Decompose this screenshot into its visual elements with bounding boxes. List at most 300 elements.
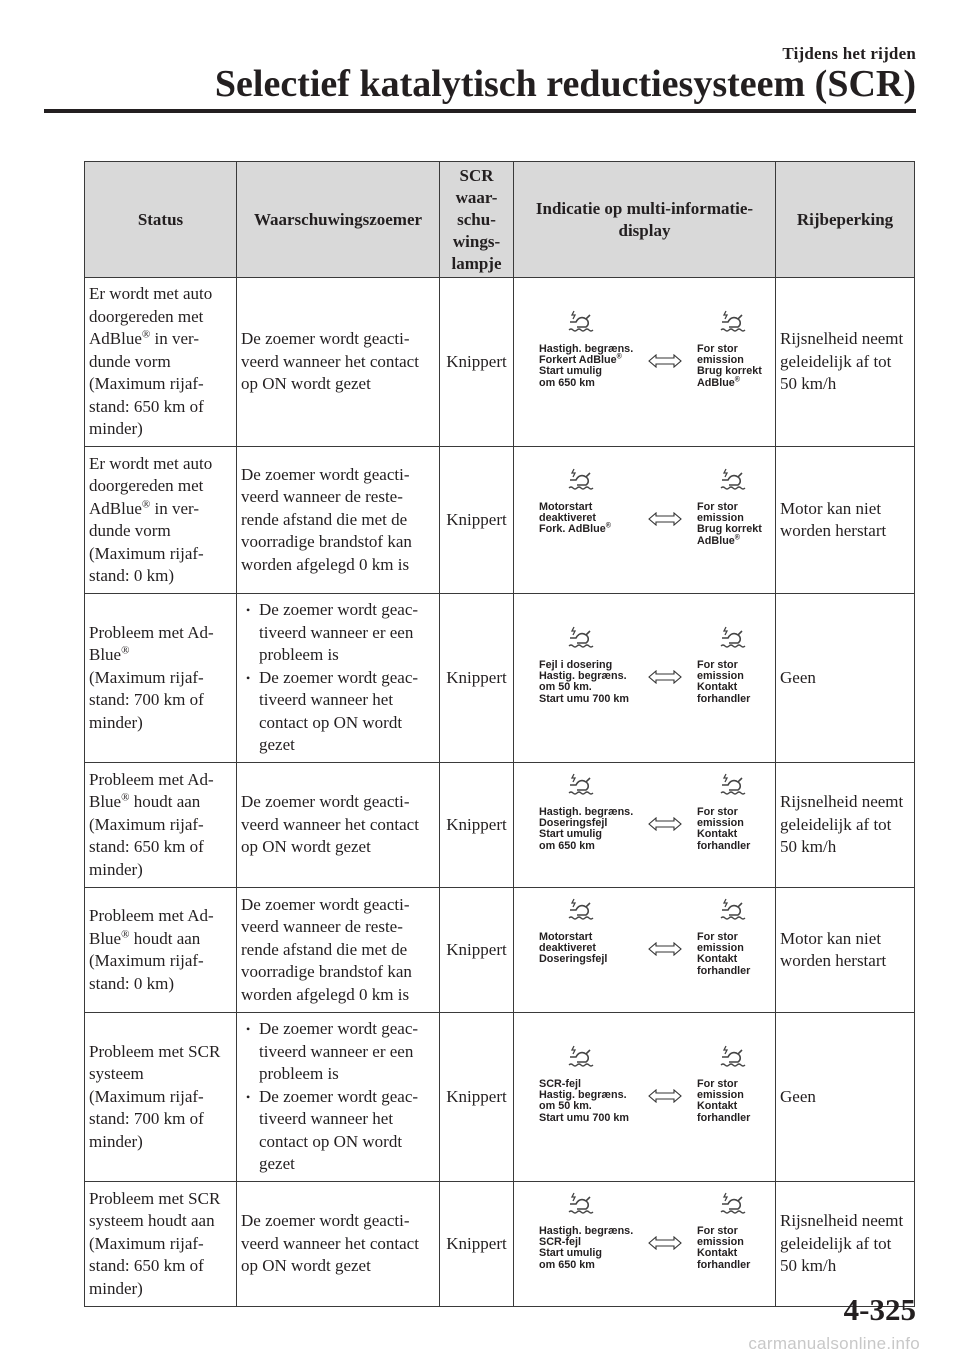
text-line: gezet	[259, 1154, 295, 1174]
status-cell	[85, 763, 237, 888]
display-illustration	[518, 1186, 771, 1302]
text-line	[89, 283, 232, 306]
display-line	[697, 694, 805, 705]
scr-warning-icon	[719, 1190, 749, 1216]
display-text	[539, 1226, 647, 1271]
double-arrow-icon	[648, 670, 682, 684]
list-item	[241, 599, 435, 667]
lamp-cell	[440, 763, 514, 888]
column-header-restriction: Rijbeperking	[776, 162, 915, 278]
buzzer-cell	[237, 1013, 440, 1182]
display-line-text: Kontakt	[697, 1100, 738, 1113]
display-message-left	[535, 624, 645, 732]
text-line	[89, 644, 232, 667]
text-line: rende afstand die met de	[241, 939, 408, 959]
display-cell	[514, 278, 776, 447]
scr-warning-icon	[719, 1043, 749, 1069]
text-span: (Maximum rijaf-	[89, 667, 204, 687]
text-line	[89, 814, 232, 837]
text-span: Er wordt met auto	[89, 284, 213, 304]
double-arrow-icon	[648, 354, 682, 368]
display-line-text: AdBlue	[697, 534, 735, 547]
display-line-text: Hastigh. begræns.	[539, 1225, 634, 1237]
text-span: Probleem met SCR	[89, 1188, 221, 1208]
registered-mark: ®	[141, 328, 151, 341]
table-row	[85, 447, 915, 594]
display-illustration	[518, 451, 771, 589]
display-text	[697, 1226, 805, 1271]
registered-mark: ®	[121, 791, 130, 804]
display-line-text: deaktiveret	[539, 512, 597, 525]
text-line: De zoemer wordt geacti-	[241, 792, 410, 812]
scr-warning-icon	[567, 771, 597, 797]
text-line	[89, 475, 232, 498]
bullet-list	[241, 1018, 435, 1176]
scr-warning-icon	[567, 1043, 597, 1069]
text-span: (Maximum rijaf-	[89, 1086, 204, 1106]
text-span: minder)	[89, 712, 143, 732]
lamp-status: Knippert	[446, 667, 507, 687]
double-arrow-icon	[648, 1089, 682, 1103]
double-arrow-icon	[648, 942, 682, 956]
display-line-text: emission	[697, 1236, 744, 1249]
scr-warning-icon	[567, 624, 597, 650]
registered-mark: ®	[605, 522, 611, 530]
bullet-list	[241, 599, 435, 757]
display-message-right	[693, 896, 803, 1004]
text-line	[89, 1131, 232, 1154]
text-line: geleidelijk af tot	[780, 351, 892, 371]
table-row	[85, 278, 915, 447]
text-line	[89, 928, 232, 951]
text-line: • De zoemer wordt geac-	[259, 1086, 419, 1106]
lamp-cell	[440, 447, 514, 594]
text-span: minder)	[89, 859, 143, 879]
display-line-text: om 50 km.	[539, 1100, 592, 1113]
text-line	[89, 306, 232, 329]
display-line-text: SCR-fejl	[539, 1236, 581, 1249]
status-cell	[85, 278, 237, 447]
scr-warning-icon	[719, 466, 749, 492]
scr-warning-icon	[719, 308, 749, 334]
text-line: probleem is	[259, 645, 339, 665]
scr-status-table	[84, 161, 915, 1307]
display-line-text: Fork. AdBlue	[539, 523, 606, 536]
text-span: Er wordt met auto	[89, 453, 213, 473]
display-line-text: emission	[697, 1089, 744, 1102]
table-header-row	[85, 162, 915, 278]
display-message-left	[535, 466, 645, 574]
lamp-cell	[440, 594, 514, 763]
text-line: contact op ON wordt	[259, 712, 403, 732]
lamp-status: Knippert	[446, 1086, 507, 1106]
display-cell	[514, 447, 776, 594]
text-line	[89, 328, 232, 351]
column-header-status: Status	[85, 162, 237, 278]
text-line	[89, 1255, 232, 1278]
text-line: veerd wanneer de reste-	[241, 917, 403, 937]
display-line	[539, 378, 647, 389]
text-line: veerd wanneer het contact	[241, 351, 419, 371]
text-span: systeem	[89, 1064, 144, 1084]
text-line: op ON wordt gezet	[241, 374, 371, 394]
text-line	[89, 973, 232, 996]
display-cell	[514, 1013, 776, 1182]
display-line	[539, 954, 647, 965]
text-line	[89, 351, 232, 374]
text-line: De zoemer wordt geacti-	[241, 464, 410, 484]
registered-mark: ®	[121, 927, 130, 940]
text-span: Probleem met Ad-	[89, 622, 214, 642]
column-header-buzzer: Waarschuwingszoemer	[237, 162, 440, 278]
text-line	[89, 498, 232, 521]
text-line: Rijsnelheid neemt	[780, 1211, 904, 1231]
scr-warning-icon	[567, 466, 597, 492]
text-line: tiveerd wanneer het	[259, 1109, 394, 1129]
text-line: • De zoemer wordt geac-	[259, 600, 419, 620]
display-line-text: Kontakt	[697, 828, 738, 841]
text-span: stand: 0 km)	[89, 566, 174, 585]
display-line-text: Fejl i dosering	[539, 659, 613, 671]
display-line-text: Motorstart	[539, 931, 593, 943]
display-line-text: Brug korrekt	[697, 523, 762, 536]
text-span: (Maximum rijaf-	[89, 814, 204, 834]
text-line: Rijsnelheid neemt	[780, 792, 904, 812]
text-line	[89, 1233, 232, 1256]
display-line	[697, 1113, 805, 1124]
display-line	[697, 966, 805, 977]
text-span: (Maximum rijaf-	[89, 543, 204, 563]
lamp-status: Knippert	[446, 509, 507, 529]
display-line-text: emission	[697, 817, 744, 830]
text-line	[89, 905, 232, 928]
lamp-cell	[440, 1182, 514, 1307]
display-line	[539, 841, 647, 852]
text-span: stand: 650 km of	[89, 1256, 204, 1276]
display-text	[539, 344, 647, 389]
display-line-text: Start umu 700 km	[539, 1111, 630, 1124]
display-line	[697, 1260, 805, 1271]
display-line-text: Kontakt	[697, 1247, 738, 1260]
table-row	[85, 594, 915, 763]
header-line: wings-	[452, 231, 501, 251]
display-message-right	[693, 308, 803, 416]
display-line-text: forhandler	[697, 964, 751, 977]
display-message-left	[535, 1043, 645, 1151]
text-line: geleidelijk af tot	[780, 814, 892, 834]
text-span: dunde vorm	[89, 521, 171, 540]
buzzer-cell	[237, 1182, 440, 1307]
display-text	[539, 932, 647, 966]
text-line: Motor kan niet	[780, 928, 882, 948]
text-line	[89, 836, 232, 859]
registered-mark: ®	[734, 376, 740, 384]
display-message-right	[693, 771, 803, 879]
scr-warning-icon	[567, 308, 597, 334]
display-illustration	[518, 767, 771, 883]
scr-warning-icon	[719, 896, 749, 922]
text-span: dunde vorm	[89, 351, 171, 371]
text-line: De zoemer wordt geacti-	[241, 894, 410, 914]
page-title: Selectief katalytisch reductiesysteem (SCR)	[214, 63, 916, 105]
text-span: minder)	[89, 1131, 143, 1151]
text-line: veerd wanneer het contact	[241, 1233, 419, 1253]
lamp-cell	[440, 278, 514, 447]
display-line	[539, 694, 647, 705]
text-span: Blue	[89, 645, 122, 665]
text-line: op ON wordt gezet	[241, 1256, 371, 1276]
header-line: lampje	[451, 253, 502, 273]
display-message-right	[693, 1190, 803, 1298]
text-line: contact op ON wordt	[259, 1131, 403, 1151]
display-text	[539, 1079, 647, 1124]
display-line-text: Motorstart	[539, 501, 593, 513]
display-line-text: Forkert AdBlue	[539, 354, 617, 367]
display-message-left	[535, 1190, 645, 1298]
text-line	[89, 1041, 232, 1064]
text-line: tiveerd wanneer het	[259, 690, 394, 710]
text-line	[89, 791, 232, 814]
display-cell	[514, 594, 776, 763]
double-arrow-icon	[648, 512, 682, 526]
text-span: doorgereden met	[89, 306, 204, 326]
text-span: AdBlue	[89, 498, 142, 518]
display-line-text: Hastig. begræns.	[539, 1089, 627, 1102]
registered-mark: ®	[141, 497, 151, 510]
display-message-right	[693, 466, 803, 574]
text-line	[89, 859, 232, 882]
display-illustration	[518, 598, 771, 758]
display-line-text: For stor	[697, 501, 738, 513]
text-span: (Maximum rijaf-	[89, 951, 204, 970]
registered-mark: ®	[121, 644, 130, 657]
display-line-text: deaktiveret	[539, 942, 597, 955]
text-line	[89, 1278, 232, 1301]
display-line-text: om 650 km	[539, 376, 595, 389]
buzzer-cell	[237, 594, 440, 763]
display-line-text: Start umu 700 km	[539, 692, 630, 705]
display-illustration	[518, 1017, 771, 1177]
text-line	[89, 453, 232, 476]
display-text	[697, 502, 805, 547]
text-span: Probleem met Ad-	[89, 906, 214, 925]
registered-mark: ®	[734, 534, 740, 542]
display-message-left	[535, 308, 645, 416]
display-line-text: emission	[697, 354, 744, 367]
lamp-status: Knippert	[446, 351, 507, 371]
scr-warning-icon	[719, 771, 749, 797]
text-line: rende afstand die met de	[241, 509, 408, 529]
display-line-text: For stor	[697, 1078, 738, 1090]
display-line-text: SCR-fejl	[539, 1078, 581, 1090]
list-item	[241, 1086, 435, 1176]
header-line: display	[618, 220, 671, 240]
text-line: geleidelijk af tot	[780, 1233, 892, 1253]
text-line	[89, 396, 232, 419]
text-line: op ON wordt gezet	[241, 837, 371, 857]
display-line-text: Hastig. begræns.	[539, 670, 627, 683]
header-line: SCR	[459, 165, 494, 185]
display-line-text: forhandler	[697, 839, 751, 852]
text-line	[89, 689, 232, 712]
text-line: tiveerd wanneer er een	[259, 622, 414, 642]
text-span: in ver-	[150, 498, 200, 518]
text-line	[89, 712, 232, 735]
text-line	[89, 418, 232, 441]
column-header-display	[514, 162, 776, 278]
lamp-status: Knippert	[446, 814, 507, 834]
text-span: minder)	[89, 1278, 143, 1298]
text-span: Blue	[89, 792, 122, 812]
display-text	[539, 502, 647, 536]
display-text	[697, 807, 805, 852]
status-cell	[85, 1013, 237, 1182]
display-line-text: For stor	[697, 343, 738, 355]
text-line: Geen	[780, 1086, 816, 1106]
display-message-right	[693, 1043, 803, 1151]
text-line: Geen	[780, 667, 816, 687]
table-row	[85, 763, 915, 888]
display-text	[697, 660, 805, 705]
display-line-text: forhandler	[697, 692, 751, 705]
watermark: carmanualsonline.info	[748, 1334, 920, 1353]
text-line: De zoemer wordt geacti-	[241, 1211, 410, 1231]
text-line	[89, 543, 232, 566]
text-line	[89, 622, 232, 645]
display-illustration	[518, 282, 771, 442]
scr-warning-icon	[719, 624, 749, 650]
display-text	[539, 807, 647, 852]
buzzer-cell	[237, 888, 440, 1013]
lamp-cell	[440, 888, 514, 1013]
text-line: Motor kan niet	[780, 498, 882, 518]
display-cell	[514, 888, 776, 1013]
lamp-cell	[440, 1013, 514, 1182]
text-line: 50 km/h	[780, 1256, 837, 1276]
display-line-text: Start umulig	[539, 1247, 602, 1260]
header-rule	[44, 109, 916, 113]
text-span: stand: 0 km)	[89, 973, 174, 993]
text-line: gezet	[259, 735, 295, 755]
display-line-text: For stor	[697, 1225, 738, 1237]
text-span: Blue	[89, 928, 122, 948]
text-line: veerd wanneer de reste-	[241, 487, 403, 507]
header-line: waar-	[455, 187, 498, 207]
display-line-text: Hastigh. begræns.	[539, 343, 634, 355]
display-text	[697, 344, 805, 389]
display-line-text: AdBlue	[697, 376, 735, 389]
display-line-text: om 50 km.	[539, 681, 592, 694]
display-line-text: emission	[697, 942, 744, 955]
display-line-text: Doseringsfejl	[539, 817, 608, 830]
buzzer-cell	[237, 278, 440, 447]
display-cell	[514, 763, 776, 888]
text-line: probleem is	[259, 1064, 339, 1084]
column-header-lamp	[440, 162, 514, 278]
list-item	[241, 667, 435, 757]
display-line	[539, 1260, 647, 1271]
text-line	[89, 1210, 232, 1233]
text-line	[89, 769, 232, 792]
text-line: De zoemer wordt geacti-	[241, 329, 410, 349]
header-line: schu-	[457, 209, 496, 229]
text-span: doorgereden met	[89, 476, 204, 495]
registered-mark: ®	[616, 353, 622, 361]
double-arrow-icon	[648, 817, 682, 831]
section-header: Tijdens het rijden	[782, 44, 916, 63]
display-line-text: For stor	[697, 931, 738, 943]
text-span: (Maximum rijaf-	[89, 1233, 204, 1253]
text-span: stand: 650 km of	[89, 396, 204, 416]
display-line	[697, 378, 805, 389]
text-line: • De zoemer wordt geac-	[259, 667, 419, 687]
display-message-left	[535, 771, 645, 879]
display-line-text: emission	[697, 670, 744, 683]
display-line-text: Doseringsfejl	[539, 953, 608, 966]
text-line: worden afgelegd 0 km is	[241, 984, 410, 1004]
text-line: voorradige brandstof kan	[241, 532, 412, 552]
buzzer-cell	[237, 763, 440, 888]
text-span: stand: 700 km of	[89, 690, 204, 710]
display-line-text: emission	[697, 512, 744, 525]
text-span: systeem houdt aan	[89, 1211, 215, 1231]
text-line: tiveerd wanneer er een	[259, 1041, 414, 1061]
text-line	[89, 1086, 232, 1109]
text-line	[89, 950, 232, 973]
text-line	[89, 667, 232, 690]
table-row	[85, 1182, 915, 1307]
display-line-text: om 650 km	[539, 839, 595, 852]
display-line-text: Brug korrekt	[697, 365, 762, 378]
text-line	[89, 520, 232, 543]
buzzer-cell	[237, 447, 440, 594]
display-message-left	[535, 896, 645, 1004]
display-line	[539, 1113, 647, 1124]
page-number: 4-325	[843, 1292, 916, 1327]
text-span: in ver-	[150, 329, 200, 349]
text-span: (Maximum rijaf-	[89, 374, 204, 394]
text-line: voorradige brandstof kan	[241, 962, 412, 982]
text-line: • De zoemer wordt geac-	[259, 1019, 419, 1039]
display-line-text: For stor	[697, 659, 738, 671]
text-line: worden herstart	[780, 951, 887, 970]
text-span: houdt aan	[129, 792, 201, 812]
display-line-text: om 650 km	[539, 1258, 595, 1271]
header-line: Indicatie op multi-informatie-	[535, 198, 754, 218]
double-arrow-icon	[648, 1236, 682, 1250]
scr-warning-icon	[567, 1190, 597, 1216]
text-line	[89, 1108, 232, 1131]
display-message-right	[693, 624, 803, 732]
display-line	[697, 536, 805, 547]
display-line-text: forhandler	[697, 1258, 751, 1271]
list-item	[241, 1018, 435, 1086]
display-line-text: forhandler	[697, 1111, 751, 1124]
text-span: stand: 650 km of	[89, 837, 204, 857]
status-cell	[85, 1182, 237, 1307]
status-cell	[85, 594, 237, 763]
display-illustration	[518, 892, 771, 1008]
display-text	[539, 660, 647, 705]
text-span: stand: 700 km of	[89, 1109, 204, 1129]
text-span: Probleem met Ad-	[89, 769, 214, 789]
display-line-text: Hastigh. begræns.	[539, 806, 634, 818]
display-line-text: Start umulig	[539, 828, 602, 841]
text-line: worden herstart	[780, 521, 887, 540]
display-line	[539, 524, 647, 535]
text-span: minder)	[89, 419, 143, 439]
display-line-text: Kontakt	[697, 681, 738, 694]
